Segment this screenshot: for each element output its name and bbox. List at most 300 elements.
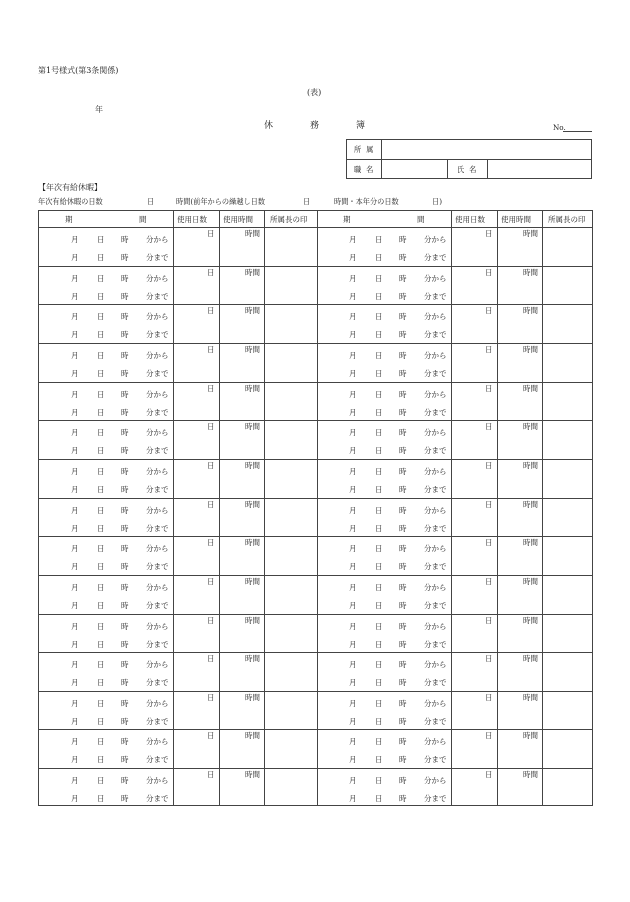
hour-label: 時 xyxy=(399,737,407,747)
seal-field-left[interactable] xyxy=(265,653,316,690)
month-label: 月 xyxy=(71,776,79,786)
month-label: 月 xyxy=(71,389,79,399)
seal-field-right[interactable] xyxy=(543,267,594,304)
until-label: 分まで xyxy=(424,253,447,262)
hour-label: 時 xyxy=(121,484,129,494)
day-label: 日 xyxy=(97,235,105,244)
day-label: 日 xyxy=(375,621,383,631)
hours-used-field-left[interactable] xyxy=(220,692,263,729)
hours-used-field-left[interactable] xyxy=(220,615,263,652)
hour-label: 時 xyxy=(399,678,407,688)
hours-used-field-right[interactable] xyxy=(498,305,541,342)
hour-label: 時 xyxy=(399,582,407,592)
month-label: 月 xyxy=(71,716,79,726)
days-used-field-left[interactable] xyxy=(174,267,218,304)
hour-label: 時 xyxy=(121,350,129,360)
header-hours-used-left: 使用時間 xyxy=(223,215,253,224)
hour-label: 時 xyxy=(121,737,129,747)
seal-field-left[interactable] xyxy=(265,692,316,729)
hour-label: 時 xyxy=(121,660,129,670)
hours-unit-label: 時間 xyxy=(523,615,538,625)
hours-used-field-right[interactable] xyxy=(498,499,541,536)
hour-label: 時 xyxy=(399,368,407,378)
from-label: 分から xyxy=(146,698,169,708)
month-label: 月 xyxy=(349,253,357,262)
day-label: 日 xyxy=(375,660,383,670)
day-label: 日 xyxy=(97,544,105,554)
day-label: 日 xyxy=(375,544,383,554)
seal-field-left[interactable] xyxy=(265,421,316,458)
hour-label: 時 xyxy=(399,330,407,340)
until-label: 分まで xyxy=(146,368,169,378)
day-label: 日 xyxy=(375,273,383,283)
hours-unit-label: 時間 xyxy=(523,306,538,316)
month-label: 月 xyxy=(71,484,79,494)
seal-field-left[interactable] xyxy=(265,769,316,806)
hour-label: 時 xyxy=(399,544,407,554)
seal-field-left[interactable] xyxy=(265,344,316,381)
header-period-a-left: 期 xyxy=(65,215,73,224)
hour-label: 時 xyxy=(121,755,129,765)
seal-field-left[interactable] xyxy=(265,730,316,767)
seal-field-left[interactable] xyxy=(265,305,316,342)
hours-used-field-right[interactable] xyxy=(498,576,541,613)
from-label: 分から xyxy=(424,621,447,631)
from-label: 分から xyxy=(146,660,169,670)
days-unit-label: 日 xyxy=(207,344,215,354)
hour-label: 時 xyxy=(399,312,407,322)
hour-label: 時 xyxy=(121,330,129,340)
hour-label: 時 xyxy=(121,253,129,262)
day-label: 日 xyxy=(375,312,383,322)
from-label: 分から xyxy=(146,737,169,747)
seal-field-right[interactable] xyxy=(543,615,594,652)
days-used-field-left[interactable] xyxy=(174,537,218,574)
from-label: 分から xyxy=(424,582,447,592)
from-label: 分から xyxy=(146,235,169,244)
header-period-b-right: 間 xyxy=(417,215,425,224)
header-period-a-right: 期 xyxy=(343,215,351,224)
hour-label: 時 xyxy=(399,446,407,456)
month-label: 月 xyxy=(349,291,357,301)
header-seal-left: 所属長の印 xyxy=(270,215,308,224)
month-label: 月 xyxy=(349,273,357,283)
hours-unit-label: 時間 xyxy=(523,731,538,741)
month-label: 月 xyxy=(71,523,79,533)
days-used-field-left[interactable] xyxy=(174,653,218,690)
hours-used-field-right[interactable] xyxy=(498,653,541,690)
until-label: 分まで xyxy=(146,446,169,456)
hours-used-field-right[interactable] xyxy=(498,537,541,574)
hour-label: 時 xyxy=(121,389,129,399)
days-used-field-left[interactable] xyxy=(174,769,218,806)
days-used-field-left[interactable] xyxy=(174,421,218,458)
hours-used-field-left[interactable] xyxy=(220,576,263,613)
hours-used-field-left[interactable] xyxy=(220,499,263,536)
days-unit-label: 日 xyxy=(207,538,215,548)
days-used-field-right[interactable] xyxy=(452,344,496,381)
hours-used-field-left[interactable] xyxy=(220,383,263,420)
until-label: 分まで xyxy=(424,716,447,726)
seal-field-left[interactable] xyxy=(265,228,316,265)
from-label: 分から xyxy=(146,312,169,322)
month-label: 月 xyxy=(71,312,79,322)
days-used-field-right[interactable] xyxy=(452,460,496,497)
day-label: 日 xyxy=(97,755,105,765)
month-label: 月 xyxy=(349,678,357,688)
affiliation-label: 所 属 xyxy=(354,145,375,154)
month-label: 月 xyxy=(71,678,79,688)
days-used-field-right[interactable] xyxy=(452,692,496,729)
hours-used-field-left[interactable] xyxy=(220,730,263,767)
day-label: 日 xyxy=(97,639,105,649)
month-label: 月 xyxy=(71,544,79,554)
seal-field-right[interactable] xyxy=(543,576,594,613)
month-label: 月 xyxy=(349,621,357,631)
month-label: 月 xyxy=(349,446,357,456)
days-unit-label: 日 xyxy=(207,654,215,664)
hours-used-field-right[interactable] xyxy=(498,383,541,420)
hours-used-field-right[interactable] xyxy=(498,421,541,458)
month-label: 月 xyxy=(71,330,79,340)
hour-label: 時 xyxy=(399,755,407,765)
hour-label: 時 xyxy=(121,523,129,533)
hour-label: 時 xyxy=(121,794,129,804)
day-label: 日 xyxy=(97,678,105,688)
hours-unit-label: 時間 xyxy=(245,615,260,625)
days-used-field-right[interactable] xyxy=(452,537,496,574)
hours-used-field-right[interactable] xyxy=(498,692,541,729)
until-label: 分まで xyxy=(146,755,169,765)
month-label: 月 xyxy=(71,428,79,438)
hours-used-field-right[interactable] xyxy=(498,615,541,652)
days-used-field-right[interactable] xyxy=(452,499,496,536)
from-label: 分から xyxy=(424,737,447,747)
days-unit-label: 日 xyxy=(485,731,493,741)
number-field[interactable] xyxy=(563,131,592,132)
day-label: 日 xyxy=(97,562,105,572)
seal-field-left[interactable] xyxy=(265,576,316,613)
month-label: 月 xyxy=(71,660,79,670)
form-title-char-2: 務 xyxy=(310,121,320,131)
days-used-field-left[interactable] xyxy=(174,383,218,420)
half-divider xyxy=(317,211,318,805)
days-used-field-right[interactable] xyxy=(452,615,496,652)
days-used-field-right[interactable] xyxy=(452,730,496,767)
day-label: 日 xyxy=(97,446,105,456)
hour-label: 時 xyxy=(121,446,129,456)
day-label: 日 xyxy=(375,523,383,533)
month-label: 月 xyxy=(71,621,79,631)
hour-label: 時 xyxy=(399,291,407,301)
carryover-label: 時間(前年からの繰越し日数 xyxy=(176,197,266,206)
day-label: 日 xyxy=(97,368,105,378)
days-used-field-left[interactable] xyxy=(174,344,218,381)
days-used-field-right[interactable] xyxy=(452,228,496,265)
hours-used-field-right[interactable] xyxy=(498,344,541,381)
seal-field-left[interactable] xyxy=(265,615,316,652)
hours-unit-label: 時間 xyxy=(245,654,260,664)
month-label: 月 xyxy=(71,446,79,456)
days-used-field-left[interactable] xyxy=(174,692,218,729)
until-label: 分まで xyxy=(146,330,169,340)
day-label: 日 xyxy=(375,407,383,417)
month-label: 月 xyxy=(349,755,357,765)
hour-label: 時 xyxy=(399,716,407,726)
from-label: 分から xyxy=(146,582,169,592)
hours-used-field-right[interactable] xyxy=(498,730,541,767)
day-label: 日 xyxy=(375,737,383,747)
hour-label: 時 xyxy=(121,716,129,726)
hours-unit-label: 時間 xyxy=(523,654,538,664)
number-label: No. xyxy=(553,123,566,132)
form-title-char-3: 簿 xyxy=(356,121,366,131)
day-label: 日 xyxy=(97,466,105,476)
hour-label: 時 xyxy=(399,698,407,708)
seal-field-left[interactable] xyxy=(265,267,316,304)
from-label: 分から xyxy=(146,544,169,554)
hour-label: 時 xyxy=(399,776,407,786)
header-hours-used-right: 使用時間 xyxy=(501,215,531,224)
month-label: 月 xyxy=(349,544,357,554)
name-field[interactable] xyxy=(489,161,589,178)
name-label: 氏 名 xyxy=(457,165,478,174)
seal-field-left[interactable] xyxy=(265,460,316,497)
from-label: 分から xyxy=(146,776,169,786)
seal-field-right[interactable] xyxy=(543,537,594,574)
seal-field-left[interactable] xyxy=(265,537,316,574)
seal-field-right[interactable] xyxy=(543,421,594,458)
days-used-field-right[interactable] xyxy=(452,267,496,304)
month-label: 月 xyxy=(71,755,79,765)
day-label: 日 xyxy=(97,716,105,726)
hours-unit-label: 時間 xyxy=(523,576,538,586)
days-unit-label: 日 xyxy=(485,383,493,393)
hours-unit-label: 時間 xyxy=(523,538,538,548)
month-label: 月 xyxy=(71,466,79,476)
days-used-field-left[interactable] xyxy=(174,499,218,536)
until-label: 分まで xyxy=(424,639,447,649)
until-label: 分まで xyxy=(424,446,447,456)
month-label: 月 xyxy=(349,312,357,322)
hour-label: 時 xyxy=(121,466,129,476)
seal-field-right[interactable] xyxy=(543,344,594,381)
hour-label: 時 xyxy=(399,562,407,572)
hours-used-field-left[interactable] xyxy=(220,653,263,690)
seal-field-left[interactable] xyxy=(265,499,316,536)
until-label: 分まで xyxy=(424,678,447,688)
from-label: 分から xyxy=(424,350,447,360)
days-used-field-left[interactable] xyxy=(174,576,218,613)
hours-used-field-left[interactable] xyxy=(220,460,263,497)
hours-used-field-left[interactable] xyxy=(220,537,263,574)
day-label: 日 xyxy=(375,639,383,649)
day-label: 日 xyxy=(375,484,383,494)
month-label: 月 xyxy=(71,350,79,360)
position-field[interactable] xyxy=(383,161,445,178)
days-used-field-right[interactable] xyxy=(452,576,496,613)
month-label: 月 xyxy=(349,582,357,592)
until-label: 分まで xyxy=(146,716,169,726)
day-label: 日 xyxy=(375,428,383,438)
from-label: 分から xyxy=(424,698,447,708)
day-label: 日 xyxy=(97,794,105,804)
current-day-unit: 日) xyxy=(432,197,442,206)
hours-unit-label: 時間 xyxy=(245,344,260,354)
day-label: 日 xyxy=(97,582,105,592)
section-title: 【年次有給休暇】 xyxy=(38,183,102,192)
days-used-field-left[interactable] xyxy=(174,228,218,265)
days-unit-label: 日 xyxy=(207,383,215,393)
hours-unit-label: 時間 xyxy=(245,422,260,432)
days-unit-label: 日 xyxy=(485,654,493,664)
month-label: 月 xyxy=(349,368,357,378)
hours-used-field-right[interactable] xyxy=(498,769,541,806)
hours-unit-label: 時間 xyxy=(245,538,260,548)
hour-label: 時 xyxy=(121,312,129,322)
month-label: 月 xyxy=(71,505,79,515)
from-label: 分から xyxy=(424,312,447,322)
days-unit-label: 日 xyxy=(485,499,493,509)
carryover-day-unit: 日 xyxy=(303,197,311,206)
hours-unit-label: 時間 xyxy=(245,576,260,586)
hour-label: 時 xyxy=(121,562,129,572)
affiliation-field[interactable] xyxy=(383,141,589,157)
day-label: 日 xyxy=(375,330,383,340)
hours-unit-label: 時間 xyxy=(245,267,260,277)
day-label: 日 xyxy=(375,755,383,765)
month-label: 月 xyxy=(71,600,79,610)
day-label: 日 xyxy=(97,698,105,708)
hour-label: 時 xyxy=(121,776,129,786)
from-label: 分から xyxy=(424,544,447,554)
seal-field-right[interactable] xyxy=(543,730,594,767)
day-unit: 日 xyxy=(147,197,155,206)
from-label: 分から xyxy=(424,505,447,515)
hours-used-field-left[interactable] xyxy=(220,228,263,265)
days-used-field-left[interactable] xyxy=(174,615,218,652)
from-label: 分から xyxy=(424,776,447,786)
until-label: 分まで xyxy=(146,794,169,804)
days-used-field-left[interactable] xyxy=(174,305,218,342)
seal-field-right[interactable] xyxy=(543,228,594,265)
day-label: 日 xyxy=(375,466,383,476)
day-label: 日 xyxy=(97,407,105,417)
days-unit-label: 日 xyxy=(485,229,493,238)
hour-label: 時 xyxy=(399,428,407,438)
header-seal-right: 所属長の印 xyxy=(548,215,586,224)
day-label: 日 xyxy=(375,776,383,786)
days-used-field-right[interactable] xyxy=(452,305,496,342)
month-label: 月 xyxy=(71,698,79,708)
hours-used-field-right[interactable] xyxy=(498,460,541,497)
hours-unit-label: 時間 xyxy=(245,306,260,316)
hour-label: 時 xyxy=(121,621,129,631)
seal-field-right[interactable] xyxy=(543,499,594,536)
from-label: 分から xyxy=(424,389,447,399)
month-label: 月 xyxy=(349,776,357,786)
month-label: 月 xyxy=(349,523,357,533)
days-unit-label: 日 xyxy=(207,615,215,625)
month-label: 月 xyxy=(71,368,79,378)
seal-field-right[interactable] xyxy=(543,460,594,497)
hours-unit-label: 時間 xyxy=(245,229,260,238)
header-days-used-right: 使用日数 xyxy=(455,215,485,224)
hours-used-field-left[interactable] xyxy=(220,267,263,304)
hours-unit-label: 時間 xyxy=(523,267,538,277)
days-used-field-right[interactable] xyxy=(452,421,496,458)
day-label: 日 xyxy=(97,428,105,438)
day-label: 日 xyxy=(97,389,105,399)
month-label: 月 xyxy=(349,716,357,726)
seal-field-left[interactable] xyxy=(265,383,316,420)
until-label: 分まで xyxy=(146,407,169,417)
until-label: 分まで xyxy=(424,523,447,533)
days-unit-label: 日 xyxy=(207,731,215,741)
hour-label: 時 xyxy=(121,600,129,610)
hours-unit-label: 時間 xyxy=(245,731,260,741)
position-label: 職 名 xyxy=(354,165,375,174)
from-label: 分から xyxy=(424,273,447,283)
month-label: 月 xyxy=(349,407,357,417)
hours-used-field-right[interactable] xyxy=(498,228,541,265)
seal-field-right[interactable] xyxy=(543,383,594,420)
leave-record-table xyxy=(38,210,593,806)
hours-used-field-right[interactable] xyxy=(498,267,541,304)
header-period-b-left: 間 xyxy=(139,215,147,224)
seal-field-right[interactable] xyxy=(543,653,594,690)
day-label: 日 xyxy=(97,253,105,262)
form-title-char-1: 休 xyxy=(264,121,274,131)
days-used-field-right[interactable] xyxy=(452,769,496,806)
hours-used-field-left[interactable] xyxy=(220,421,263,458)
days-unit-label: 日 xyxy=(207,460,215,470)
day-label: 日 xyxy=(375,562,383,572)
hours-unit-label: 時間 xyxy=(523,229,538,238)
from-label: 分から xyxy=(146,621,169,631)
seal-field-right[interactable] xyxy=(543,769,594,806)
hour-label: 時 xyxy=(121,291,129,301)
month-label: 月 xyxy=(349,698,357,708)
days-used-field-right[interactable] xyxy=(452,653,496,690)
days-used-field-left[interactable] xyxy=(174,730,218,767)
days-used-field-left[interactable] xyxy=(174,460,218,497)
month-label: 月 xyxy=(71,737,79,747)
until-label: 分まで xyxy=(424,755,447,765)
month-label: 月 xyxy=(349,660,357,670)
annual-leave-days-label: 年次有給休暇の日数 xyxy=(38,197,103,206)
days-unit-label: 日 xyxy=(207,576,215,586)
seal-field-right[interactable] xyxy=(543,305,594,342)
hours-used-field-left[interactable] xyxy=(220,769,263,806)
hours-used-field-left[interactable] xyxy=(220,344,263,381)
until-label: 分まで xyxy=(424,562,447,572)
day-label: 日 xyxy=(375,716,383,726)
hours-used-field-left[interactable] xyxy=(220,305,263,342)
month-label: 月 xyxy=(71,291,79,301)
month-label: 月 xyxy=(349,794,357,804)
day-label: 日 xyxy=(97,600,105,610)
employee-info-box xyxy=(346,139,592,179)
form-side-label: (表) xyxy=(307,88,322,97)
seal-field-right[interactable] xyxy=(543,692,594,729)
year-label: 年 xyxy=(95,105,103,114)
days-unit-label: 日 xyxy=(207,229,215,238)
days-unit-label: 日 xyxy=(207,422,215,432)
until-label: 分まで xyxy=(424,407,447,417)
days-used-field-right[interactable] xyxy=(452,383,496,420)
month-label: 月 xyxy=(71,407,79,417)
